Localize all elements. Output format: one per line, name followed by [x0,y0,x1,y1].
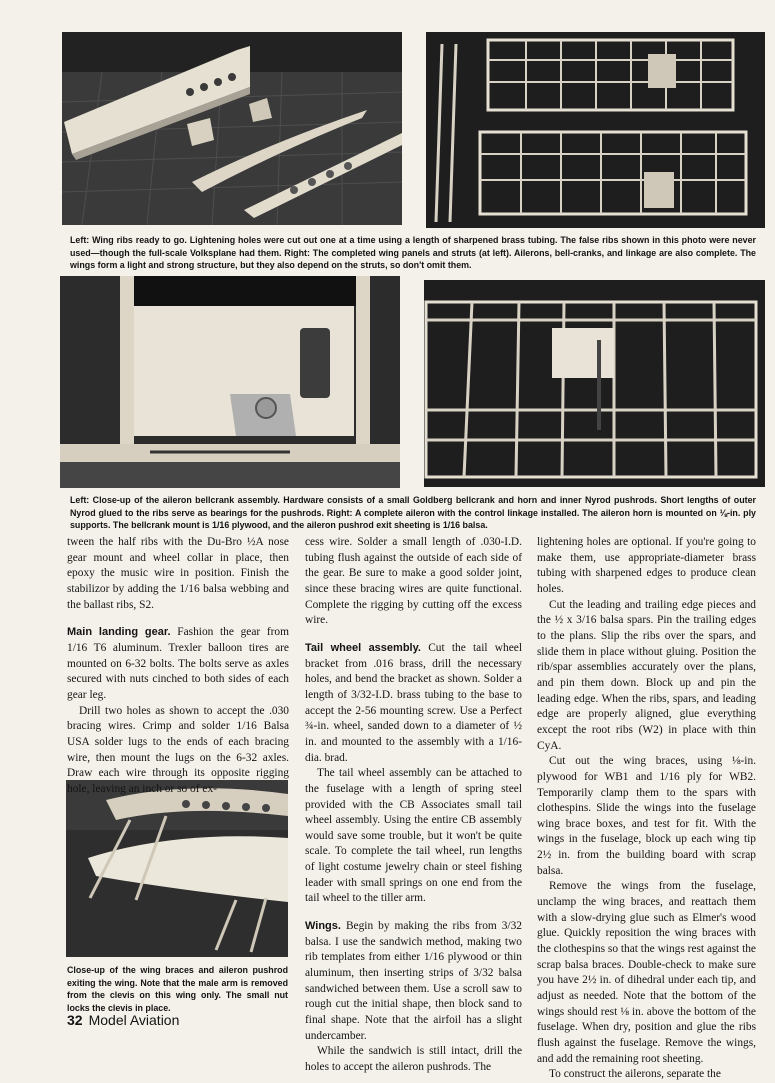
photo-wing-ribs [62,32,402,225]
photo-wing-braces [66,780,288,957]
heading-tail-wheel-assembly: Tail wheel assembly. [305,641,421,654]
col3-paragraph-3: Cut out the wing braces, using ⅛-in. plywood for WB1 and 1/16 ply for WB2. Temporarily clamp them to the spars with clothespins. Slide the wings into the fuselage wing brace boxes, and test for fit. With the wings in the fuselage, block up each wing tip 2½ in. from the building board with scrap balsa. [537,755,756,877]
col2-paragraph-wings [305,919,522,1044]
heading-main-landing-gear: Main landing gear. [67,626,171,639]
col1-paragraph-2: Fashion the gear from 1/16 T6 aluminum. Trexler balloon tires are mounted on 6-32 bolts. The bolts serve as axles secured with nuts cinched to both sides of each gear leg. [67,626,289,701]
page-number: 32 [67,1012,83,1028]
col3-paragraph-4: Remove the wings from the fuselage, unclamp the wing braces, and reattach them with a slow-drying glue such as Elmer's wood glue. Quickly reposition the wing braces with the clothespins so that the wings rest against the scrap balsa braces. Double-check to make sure you have 2½ in. of dihedral under each tip, and adjust as needed. Note that the bottom of the wings should rest ⅛ in. above the bottom of the fuselage. When dry, position and glue the ribs flush against the fuselage. Remove the wings, and add the remaining root sheeting. [537,880,756,1065]
col1-paragraph-1: tween the half ribs with the Du-Bro ½A nose gear mount and wheel collar in place, then epoxy the music wire in position. Finish the stabilizor by adding the 1/16 balsa webbing and the ballast ribs, S2. [67,536,289,611]
col2-paragraph-1: cess wire. Solder a small length of .030-I.D. tubing flush against the outside of each side of the gear. Be sure to make a good solder joint, since these bracing wires are quite functional. Complete the rigging by cutting off the excess wire. [305,536,522,627]
heading-wings: Wings. [305,920,341,933]
photo-wing-panels [426,32,765,228]
magazine-title: Model Aviation [88,1012,180,1028]
col1-paragraph-3: Drill two holes as shown to accept the .030 bracing wires. Crimp and solder 1/16 Balsa USA solder lugs to the ends of each bracing wire, then mount the lugs on the 6-32 axles. Draw each wire through its opposite rigging hole, leaving an inch or so of ex- [67,704,289,795]
text-column-1 [67,535,289,798]
col2-paragraph-tail-wheel [305,641,522,766]
col2-paragraph-4: Begin by making the ribs from 3/32 balsa. I use the sandwich method, making two rib templates from either 1/16 plywood or thin aluminum, then inserting strips of 3/32 balsa sandwiched between them. Use a scroll saw to rough cut the initial shape, then block sand to final shape. Note that the airfoil has a slight undercamber. [305,920,522,1042]
col1-paragraph-main-landing-gear [67,625,289,703]
col2-paragraph-5: While the sandwich is still intact, drill the holes to accept the aileron pushrods. The [305,1045,522,1073]
col3-paragraph-5: To construct the ailerons, separate the [549,1068,721,1081]
text-column-2 [305,535,522,1076]
text-column-3 [537,535,756,1083]
caption-bottom-left: Close-up of the wing braces and aileron pushrod exiting the wing. Note that the male arm is removed from the clevis on this wing only. The small nut locks the clevis in place. [67,965,288,1013]
photo-bellcrank-closeup [60,276,400,488]
col2-paragraph-3: The tail wheel assembly can be attached to the fuselage with a length of spring steel provided with the CB Associates small tail wheel assembly. Using the entire CB assembly would save some trouble, but it won't be quite scale. To complete the tail wheel, run lengths of light costume jewelry chain or steel fishing leader with small springs on one end from the tail wheel to the tiller arm. [305,767,522,905]
photo-aileron-linkage [424,280,765,487]
col3-paragraph-1: lightening holes are optional. If you're going to make them, use appropriate-diameter brass tubing with sharpened edges to produce clean holes. [537,536,756,595]
col2-paragraph-2: Cut the tail wheel bracket from .016 brass, drill the necessary holes, and bend the bracket as shown. Solder a length of 3/32-I.D. brass tubing to the base to accept the 2-56 mounting screw. Use a Perfect ¾-in. wheel, sanded down to a diameter of ½ in. and mounted to the assembly with a 1/16-dia. brad. [305,641,522,764]
col3-paragraph-2: Cut the leading and trailing edge pieces and the ½ x 3/16 balsa spars. Pin the trailing edges to the plans. Slip the ribs over the spars, and slide them in place without gluing. Position the rib/spar assemblies accurately over the plans, and pin them down. Block up and pin the leading edge. When the ribs, spars, and leading edge are properly aligned, glue everything except the root ribs (W2) in place with thin CyA. [537,598,756,752]
caption-top: Left: Wing ribs ready to go. Lightening holes were cut out one at a time using a length of sharpened brass tubing. The false ribs shown in this photo were never used—though the full-scale Volksplane had them. Right: The completed wing panels and struts (at left). Ailerons, bell-cranks, and linkage are also complete. The wings form a light and strong structure, but they also depend on the struts, so don't omit them. [70,235,756,270]
page-footer [67,1012,179,1028]
caption-middle: Left: Close-up of the aileron bellcrank assembly. Hardware consists of a small Goldberg bellcrank and horn and inner Nyrod pushrods. Short lengths of outer Nyrod glued to the ribs serve as bearings for the pushrods. Right: A complete aileron with the control linkage installed. The aileron horn is mounted on ⅛-in. ply supports. The bellcrank mount is 1/16 plywood, and the aileron pushrod exit sheeting is 1/16 balsa. [70,495,756,530]
